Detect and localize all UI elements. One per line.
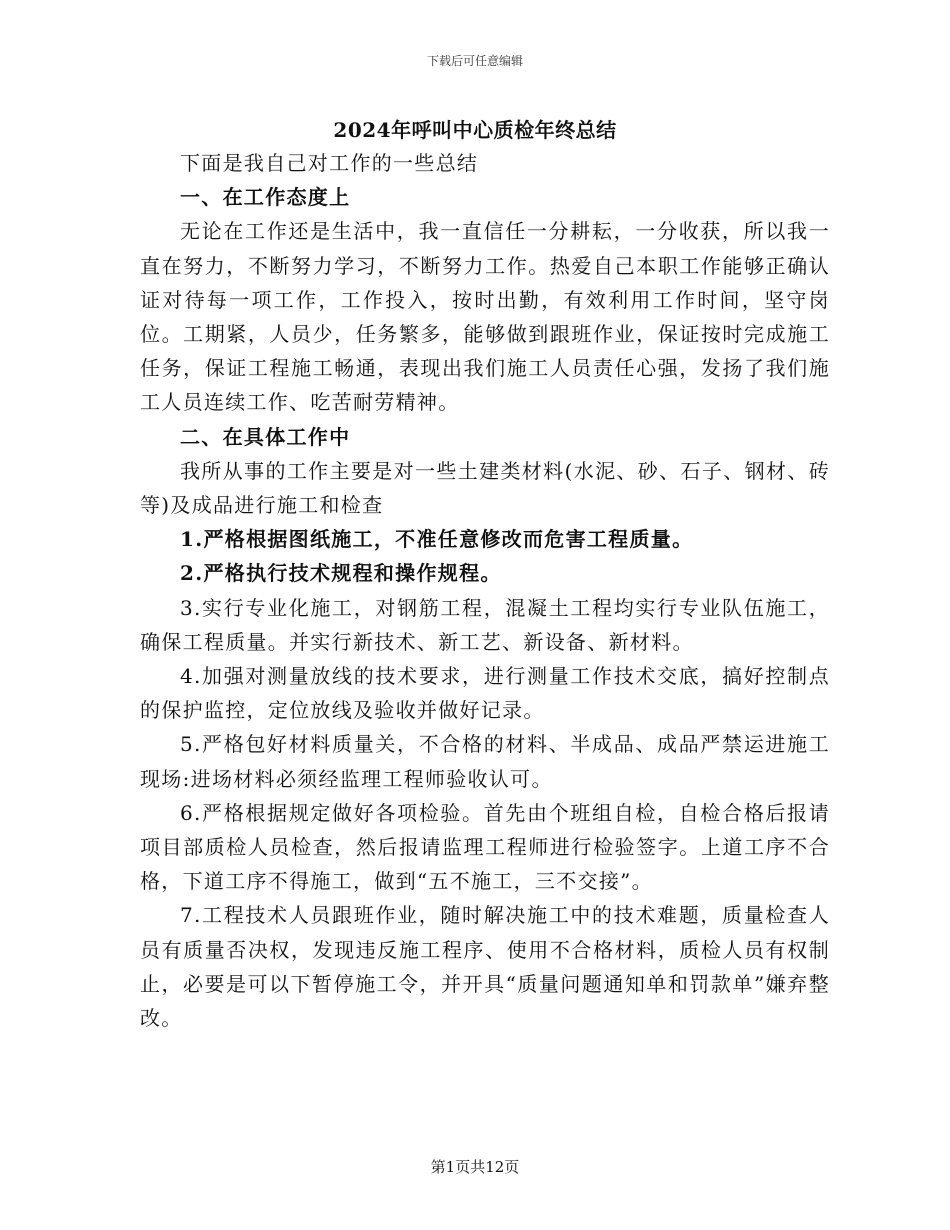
section-heading-specific-work: 二、在具体工作中 — [180, 424, 351, 449]
intro-paragraph: 下面是我自己对工作的一些总结 — [180, 151, 479, 175]
list-item-2: 2.严格执行技术规程和操作规程。 — [180, 561, 502, 586]
page-number: 第1页共12页 — [430, 1158, 520, 1176]
document-body — [140, 146, 830, 1035]
list-item-3: 3.实行专业化施工，对钢筋工程，混凝土工程均实行专业队伍施工，确保工程质量。并实行新技术、新工艺、新设备、新材料。 — [140, 595, 830, 654]
list-item-5: 5.严格包好材料质量关，不合格的材料、半成品、成品严禁运进施工现场:进场材料必须经监理工程师验收认可。 — [140, 732, 830, 791]
list-item-6: 6.严格根据规定做好各项检验。首先由个班组自检，自检合格后报请项目部质检人员检查，然后报请监理工程师进行检验签字。上道工序不合格，下道工序不得施工，做到“五不施工，三不交接”。 — [140, 800, 830, 894]
document-title: 2024年呼叫中心质检年终总结 — [333, 118, 617, 142]
list-item-4: 4.加强对测量放线的技术要求，进行测量工作技术交底，搞好控制点的保护监控，定位放线及验收并做好记录。 — [140, 664, 830, 723]
section-heading-attitude: 一、在工作态度上 — [180, 185, 351, 210]
list-item-7: 7.工程技术人员跟班作业，随时解决施工中的技术难题，质量检查人员有质量否决权，发现违反施工程序、使用不合格材料，质检人员有权制止，必要是可以下暂停施工令，并开具“质量问题通知单和罚款单”嫌弃整改。 — [140, 903, 830, 1031]
paragraph-scope: 我所从事的工作主要是对一些土建类材料(水泥、砂、石子、钢材、砖等)及成品进行施工和检查 — [140, 458, 830, 518]
list-item-1: 1.严格根据图纸施工，不准任意修改而危害工程质量。 — [180, 527, 694, 552]
paragraph-attitude: 无论在工作还是生活中，我一直信任一分耕耘，一分收获，所以我一直在努力，不断努力学习，不断努力工作。热爱自己本职工作能够正确认证对待每一项工作，工作投入，按时出勤，有效利用工作时间，坚守岗位。工期紧，人员少，任务繁多，能够做到跟班作业，保证按时完成施工任务，保证工程施工畅通，表现出我们施工人员责任心强，发扬了我们施工人员连续工作、吃苦耐劳精神。 — [140, 219, 830, 415]
header-note: 下载后可任意编辑 — [426, 54, 523, 68]
